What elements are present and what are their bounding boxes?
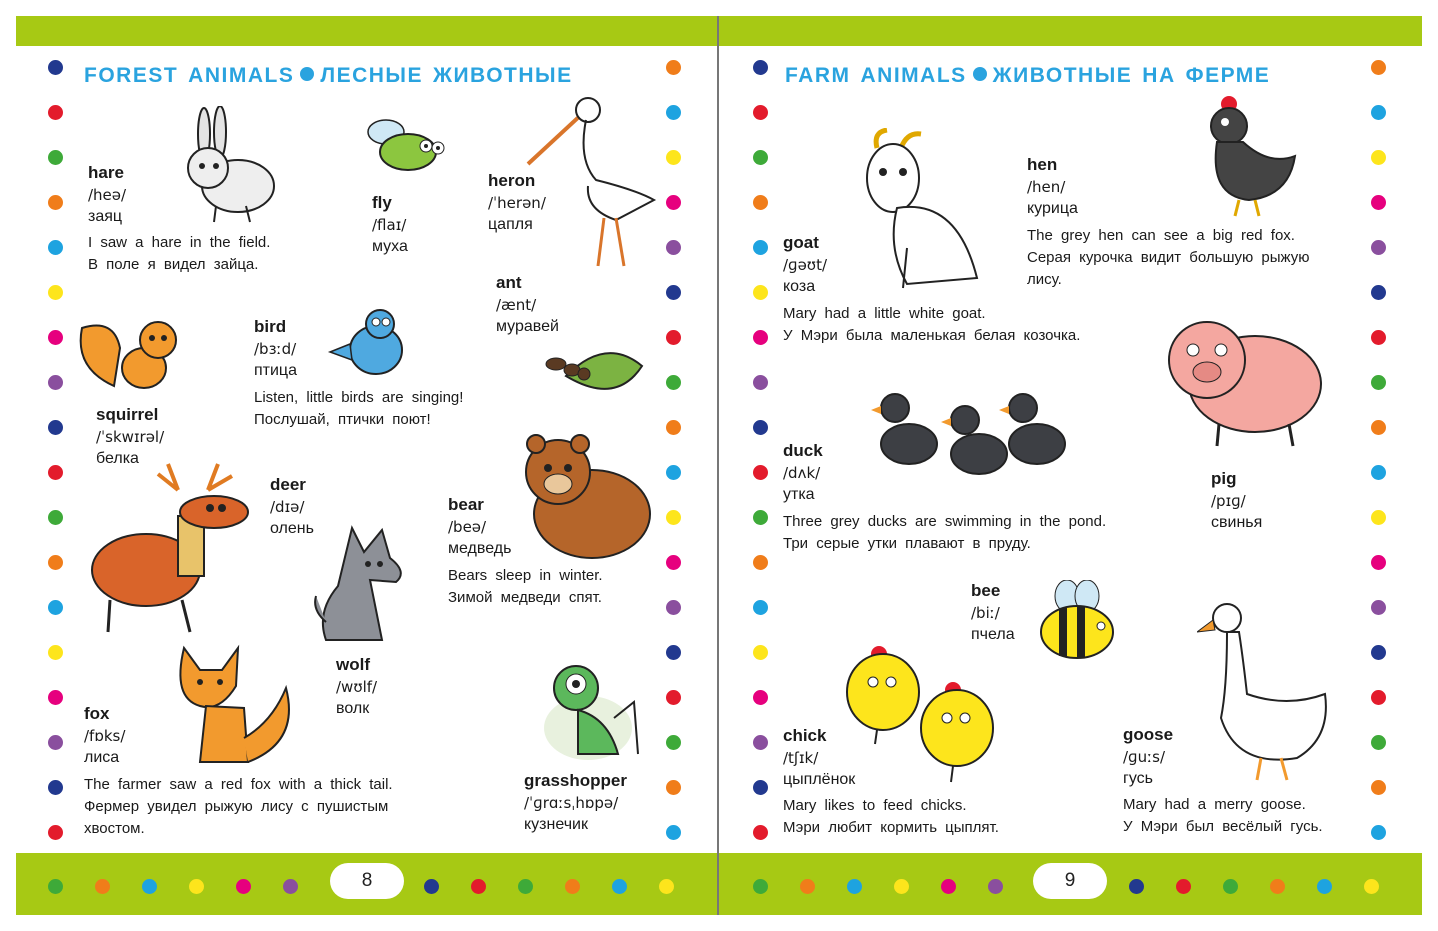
decorative-dot: [48, 60, 63, 75]
decorative-dot: [666, 285, 681, 300]
decorative-dot: [48, 330, 63, 345]
top-green-band: [16, 16, 1422, 46]
entry-fox: [84, 703, 125, 769]
heron-illustration: [526, 90, 666, 270]
decorative-dot: [48, 735, 63, 750]
decorative-dot: [666, 60, 681, 75]
decorative-dot: [753, 645, 768, 660]
decorative-dot: [666, 735, 681, 750]
decorative-dot: [48, 420, 63, 435]
transcription: /ɡəʊt/: [783, 256, 828, 274]
decorative-dot: [659, 879, 674, 894]
transcription: /ˈherən/: [488, 194, 546, 212]
ant-illustration: [536, 336, 646, 406]
transcription: /bɜːd/: [254, 340, 297, 358]
sentence-chick: [783, 795, 999, 839]
sentence-goose: [1123, 794, 1323, 838]
sentence-bear: [448, 565, 603, 609]
goat-illustration: [847, 128, 989, 292]
decorative-dot: [666, 465, 681, 480]
russian-word: белка: [96, 450, 139, 467]
decorative-dot: [518, 879, 533, 894]
title-bullet: [300, 67, 314, 81]
decorative-dot: [753, 879, 768, 894]
decorative-dot: [48, 195, 63, 210]
decorative-dot: [666, 420, 681, 435]
decorative-dot: [48, 510, 63, 525]
decorative-dot: [1176, 879, 1191, 894]
decorative-dot: [189, 879, 204, 894]
sentence-russian: Мэри любит кормить цыплят.: [783, 819, 999, 836]
sentence-english: Mary had a merry goose.: [1123, 796, 1306, 813]
sentence-russian: лису.: [1027, 271, 1062, 288]
english-word: goose: [1123, 725, 1174, 744]
decorative-dot: [48, 240, 63, 255]
page-number-right: 9: [1033, 863, 1107, 899]
decorative-dot: [142, 879, 157, 894]
transcription: /hen/: [1027, 178, 1066, 196]
decorative-dot: [48, 780, 63, 795]
decorative-dot: [753, 285, 768, 300]
entry-pig: [1211, 468, 1262, 534]
title-bullet: [973, 67, 987, 81]
grasshopper-illustration: [538, 658, 648, 766]
russian-word: цапля: [488, 216, 533, 233]
decorative-dot: [753, 465, 768, 480]
entry-bear: [448, 494, 511, 560]
decorative-dot: [666, 825, 681, 840]
english-word: bird: [254, 317, 287, 336]
decorative-dot: [1371, 105, 1386, 120]
title-word: ANIMALS: [860, 64, 967, 87]
russian-word: свинья: [1211, 514, 1263, 531]
english-word: hen: [1027, 155, 1058, 174]
decorative-dot: [424, 879, 439, 894]
russian-word: утка: [783, 486, 815, 503]
decorative-dot: [1317, 879, 1332, 894]
decorative-dot: [1371, 195, 1386, 210]
english-word: deer: [270, 475, 306, 494]
decorative-dot: [48, 555, 63, 570]
decorative-dot: [753, 375, 768, 390]
page-title-forest: [84, 64, 573, 88]
sentence-fox: [84, 774, 393, 840]
decorative-dot: [753, 825, 768, 840]
title-word: FARM: [785, 64, 851, 87]
english-word: grasshopper: [524, 771, 627, 790]
decorative-dot: [95, 879, 110, 894]
decorative-dot: [753, 150, 768, 165]
goose-illustration: [1197, 598, 1331, 782]
decorative-dot: [48, 285, 63, 300]
sentence-russian: У Мэри был весёлый гусь.: [1123, 818, 1323, 835]
russian-word: лиса: [84, 749, 120, 766]
sentence-english: I saw a hare in the field.: [88, 234, 271, 251]
decorative-dot: [48, 645, 63, 660]
transcription: /heə/: [88, 186, 127, 204]
decorative-dot: [666, 600, 681, 615]
decorative-dot: [1371, 690, 1386, 705]
pig-illustration: [1165, 314, 1325, 448]
decorative-dot: [1371, 600, 1386, 615]
decorative-dot: [1129, 879, 1144, 894]
sentence-russian: Фермер увидел рыжую лису с пушистым: [84, 798, 389, 815]
decorative-dot: [666, 555, 681, 570]
sentence-bird: [254, 387, 463, 431]
transcription: /ˈɡrɑːsˌhɒpə/: [524, 794, 619, 812]
decorative-dot: [612, 879, 627, 894]
english-word: squirrel: [96, 405, 159, 424]
english-word: bee: [971, 581, 1001, 600]
title-word: FOREST: [84, 64, 179, 87]
squirrel-illustration: [74, 308, 186, 394]
english-word: wolf: [336, 655, 370, 674]
sentence-english: Bears sleep in winter.: [448, 567, 603, 584]
decorative-dot: [283, 879, 298, 894]
transcription: /pɪɡ/: [1211, 492, 1246, 510]
english-word: pig: [1211, 469, 1237, 488]
decorative-dot: [666, 375, 681, 390]
sentence-english: Mary had a little white goat.: [783, 305, 986, 322]
entry-wolf: [336, 654, 377, 720]
entry-goose: [1123, 724, 1173, 790]
entry-heron: [488, 170, 546, 236]
decorative-dot: [1223, 879, 1238, 894]
russian-word: пчела: [971, 626, 1015, 643]
page-title-farm: [785, 64, 1270, 88]
decorative-dot: [565, 879, 580, 894]
russian-word: птица: [254, 362, 297, 379]
russian-word: гусь: [1123, 770, 1153, 787]
entry-chick: [783, 725, 855, 791]
english-word: duck: [783, 441, 823, 460]
russian-word: муравей: [496, 318, 559, 335]
russian-word: цыплёнок: [783, 771, 856, 788]
sentence-russian: Зимой медведи спят.: [448, 589, 602, 606]
decorative-dot: [666, 690, 681, 705]
decorative-dot: [753, 690, 768, 705]
transcription: /ænt/: [496, 296, 537, 314]
decorative-dot: [753, 195, 768, 210]
sentence-russian: Серая курочка видит большую рыжую: [1027, 249, 1310, 266]
decorative-dot: [48, 465, 63, 480]
decorative-dot: [236, 879, 251, 894]
decorative-dot: [988, 879, 1003, 894]
decorative-dot: [1371, 240, 1386, 255]
decorative-dot: [666, 195, 681, 210]
russian-word: медведь: [448, 540, 512, 557]
transcription: /fɒks/: [84, 727, 126, 745]
decorative-dot: [666, 510, 681, 525]
sentence-english: Three grey ducks are swimming in the pond.: [783, 513, 1107, 530]
sentence-hare: [88, 232, 270, 276]
entry-bird: [254, 316, 297, 382]
decorative-dot: [1270, 879, 1285, 894]
decorative-dot: [1371, 825, 1386, 840]
decorative-dot: [666, 150, 681, 165]
decorative-dot: [471, 879, 486, 894]
decorative-dot: [48, 600, 63, 615]
hare-illustration: [166, 106, 276, 226]
decorative-dot: [941, 879, 956, 894]
entry-bee: [971, 580, 1015, 646]
decorative-dot: [48, 105, 63, 120]
wolf-illustration: [312, 522, 412, 646]
transcription: /biː/: [971, 604, 1000, 622]
decorative-dot: [1371, 465, 1386, 480]
decorative-dot: [1364, 879, 1379, 894]
transcription: /dʌk/: [783, 464, 821, 482]
bear-illustration: [516, 432, 656, 562]
hen-illustration: [1199, 96, 1299, 218]
title-word: ФЕРМЕ: [1185, 64, 1271, 87]
transcription: /ɡuːs/: [1123, 748, 1166, 766]
decorative-dot: [800, 879, 815, 894]
page-number-left: 8: [330, 863, 404, 899]
sentence-russian: У Мэри была маленькая белая козочка.: [783, 327, 1081, 344]
entry-hen: [1027, 154, 1078, 220]
title-word: НА: [1142, 64, 1176, 87]
sentence-russian: Три серые утки плавают в пруду.: [783, 535, 1031, 552]
decorative-dot: [1371, 420, 1386, 435]
transcription: /beə/: [448, 518, 487, 536]
sentence-english: The farmer saw a red fox with a thick tail.: [84, 776, 393, 793]
english-word: bear: [448, 495, 484, 514]
decorative-dot: [753, 420, 768, 435]
decorative-dot: [1371, 60, 1386, 75]
english-word: chick: [783, 726, 827, 745]
decorative-dot: [753, 780, 768, 795]
deer-illustration: [86, 460, 256, 636]
russian-word: волк: [336, 700, 370, 717]
transcription: /dɪə/: [270, 498, 305, 516]
ducks-illustration: [869, 390, 1069, 480]
russian-word: заяц: [88, 208, 123, 225]
entry-goat: [783, 232, 827, 298]
sentence-goat: [783, 303, 1080, 347]
sentence-english: The grey hen can see a big red fox.: [1027, 227, 1295, 244]
decorative-dot: [1371, 510, 1386, 525]
sentence-russian: Послушай, птички поют!: [254, 411, 431, 428]
decorative-dot: [666, 240, 681, 255]
decorative-dot: [1371, 375, 1386, 390]
sentence-duck: [783, 511, 1106, 555]
sentence-english: Listen, little birds are singing!: [254, 389, 464, 406]
title-word: ANIMALS: [188, 64, 295, 87]
english-word: hare: [88, 163, 124, 182]
decorative-dot: [48, 825, 63, 840]
english-word: fox: [84, 704, 110, 723]
fox-illustration: [160, 642, 294, 766]
english-word: goat: [783, 233, 819, 252]
entry-duck: [783, 440, 823, 506]
decorative-dot: [753, 510, 768, 525]
decorative-dot: [666, 105, 681, 120]
transcription: /tʃɪk/: [783, 749, 819, 767]
transcription: /ˈskwɪrəl/: [96, 428, 165, 446]
left-page: [16, 46, 717, 853]
bottom-green-band: [16, 853, 1422, 915]
transcription: /wʊlf/: [336, 678, 378, 696]
entry-deer: [270, 474, 314, 540]
english-word: heron: [488, 171, 536, 190]
decorative-dot: [753, 555, 768, 570]
entry-grasshopper: [524, 770, 627, 836]
decorative-dot: [666, 330, 681, 345]
title-word: ЖИВОТНЫЕ: [432, 64, 573, 87]
sentence-russian: В поле я видел зайца.: [88, 256, 259, 273]
decorative-dot: [894, 879, 909, 894]
chicks-illustration: [843, 646, 1003, 786]
russian-word: олень: [270, 520, 314, 537]
entry-fly: [372, 192, 408, 258]
decorative-dot: [1371, 285, 1386, 300]
sentence-hen: [1027, 225, 1310, 291]
decorative-dot: [48, 150, 63, 165]
english-word: ant: [496, 273, 522, 292]
decorative-dot: [1371, 735, 1386, 750]
decorative-dot: [48, 375, 63, 390]
right-page: [719, 46, 1422, 853]
sentence-russian: хвостом.: [84, 820, 145, 837]
decorative-dot: [753, 735, 768, 750]
sentence-english: Mary likes to feed chicks.: [783, 797, 967, 814]
decorative-dot: [666, 645, 681, 660]
title-word: ЛЕСНЫЕ: [320, 64, 423, 87]
decorative-dot: [753, 240, 768, 255]
decorative-dot: [753, 600, 768, 615]
fly-illustration: [350, 116, 450, 180]
decorative-dot: [1371, 150, 1386, 165]
decorative-dot: [48, 879, 63, 894]
entry-hare: [88, 162, 126, 228]
decorative-dot: [753, 60, 768, 75]
title-word: ЖИВОТНЫЕ: [992, 64, 1133, 87]
decorative-dot: [666, 780, 681, 795]
transcription: /flaɪ/: [372, 216, 407, 234]
decorative-dot: [1371, 555, 1386, 570]
entry-ant: [496, 272, 559, 338]
decorative-dot: [753, 330, 768, 345]
bee-illustration: [1037, 580, 1117, 664]
russian-word: муха: [372, 238, 408, 255]
decorative-dot: [1371, 330, 1386, 345]
russian-word: коза: [783, 278, 816, 295]
bird-illustration: [326, 300, 416, 384]
decorative-dot: [847, 879, 862, 894]
decorative-dot: [1371, 780, 1386, 795]
decorative-dot: [1371, 645, 1386, 660]
russian-word: курица: [1027, 200, 1078, 217]
russian-word: кузнечик: [524, 816, 588, 833]
english-word: fly: [372, 193, 392, 212]
decorative-dot: [48, 690, 63, 705]
decorative-dot: [753, 105, 768, 120]
